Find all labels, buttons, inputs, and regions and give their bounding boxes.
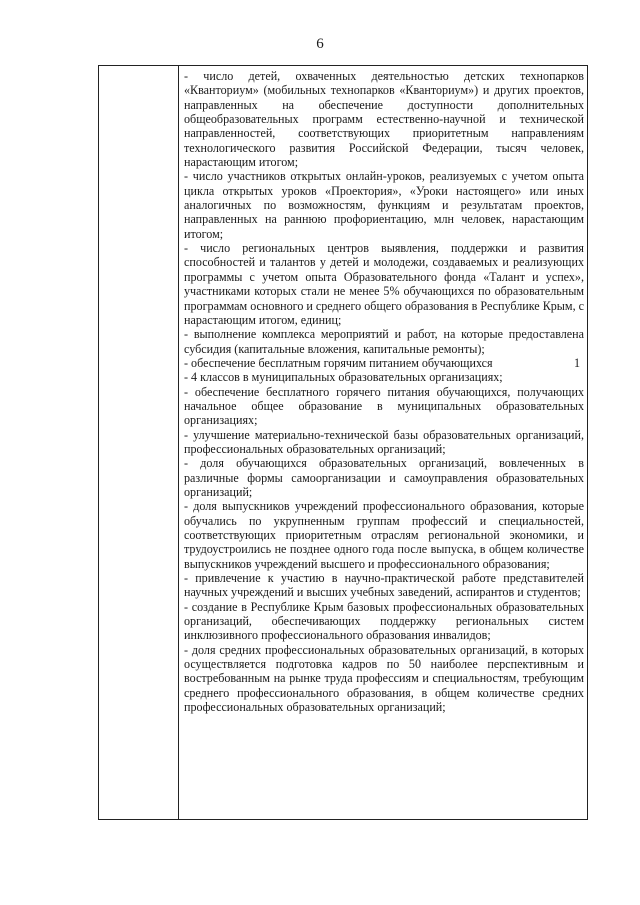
indicator-paragraph: - число участников открытых онлайн-уроков, реализуемых с учетом опыта цикла открытых уроков «Проектория», «Уроки настоящего» или иных аналогичных по возможностям, функциям и результатам проектов, направленных на раннюю профориентацию, млн человек, нарастающим итогом; <box>184 169 584 241</box>
table-cell-indicators <box>184 69 584 714</box>
indicator-paragraph: - 4 классов в муниципальных образовательных организациях; <box>184 370 503 385</box>
page-number: 6 <box>316 36 324 52</box>
indicator-paragraph: - выполнение комплекса мероприятий и работ, на которые предоставлена субсидия (капитальные вложения, капитальные ремонты); <box>184 327 584 356</box>
meal-line-suffix: 1 <box>573 355 580 370</box>
column-divider <box>178 65 179 820</box>
indicator-paragraph: - улучшение материально-технической базы образовательных организаций, профессиональных образовательных организаций; <box>184 427 584 456</box>
indicator-paragraph: - привлечение к участию в научно-практической работе представителей научных учреждений и высших учебных заведений, аспирантов и студентов; <box>184 571 584 600</box>
indicator-paragraph: - доля средних профессиональных образовательных организаций, в которых осуществляется подготовка кадров по 50 наиболее перспективным и востребованным на рынке труда профессиям и специальностям, требующим среднего профессионального образования, в общем количестве средних профессиональных образовательных организаций; <box>184 642 584 715</box>
indicator-paragraph: - создание в Республике Крым базовых профессиональных образовательных организаций, обеспечивающих поддержку региональных систем инклюзивного профессионального образования инвалидов; <box>184 599 584 643</box>
indicator-paragraph: - доля выпускников учреждений профессионального образования, которые обучались по укрупненным группам профессий и специальностей, соответствующих приоритетным отраслям региональной экономики, и трудоустроились не позднее одного года после выпуска, в общем количестве выпускников учреждений высшего и профессионального образования; <box>184 499 584 571</box>
indicator-paragraph: - доля обучающихся образовательных организаций, вовлеченных в различные формы самоорганизации и самоуправления образовательных организаций; <box>184 456 584 499</box>
indicator-paragraph: - число детей, охваченных деятельностью детских технопарков «Кванториум» (мобильных технопарков «Кванториум») и других проектов, направленных на обеспечение доступности дополнительных общеобразовательных программ естественно-научной и технической направленностей, соответствующих приоритетным направлениям технологического развития Российской Федерации, тысяч человек, нарастающим итогом; <box>184 69 584 170</box>
indicator-paragraph: - обеспечение бесплатного горячего питания обучающихся, получающих начальное общее образование в муниципальных образовательных организациях; <box>184 384 584 428</box>
indicator-paragraph-meals <box>184 356 584 370</box>
indicator-paragraph: - число региональных центров выявления, поддержки и развития способностей и талантов у детей и молодежи, создаваемых и реализующих программы с учетом опыта Образовательного фонда «Талант и успех», участниками которых стали не менее 5% обучающихся по образовательным программам основного и среднего общего образования в Республике Крым, с нарастающим итогом, единиц; <box>184 241 584 327</box>
meal-line-text: - обеспечение бесплатным горячим питанием обучающихся <box>184 355 493 370</box>
